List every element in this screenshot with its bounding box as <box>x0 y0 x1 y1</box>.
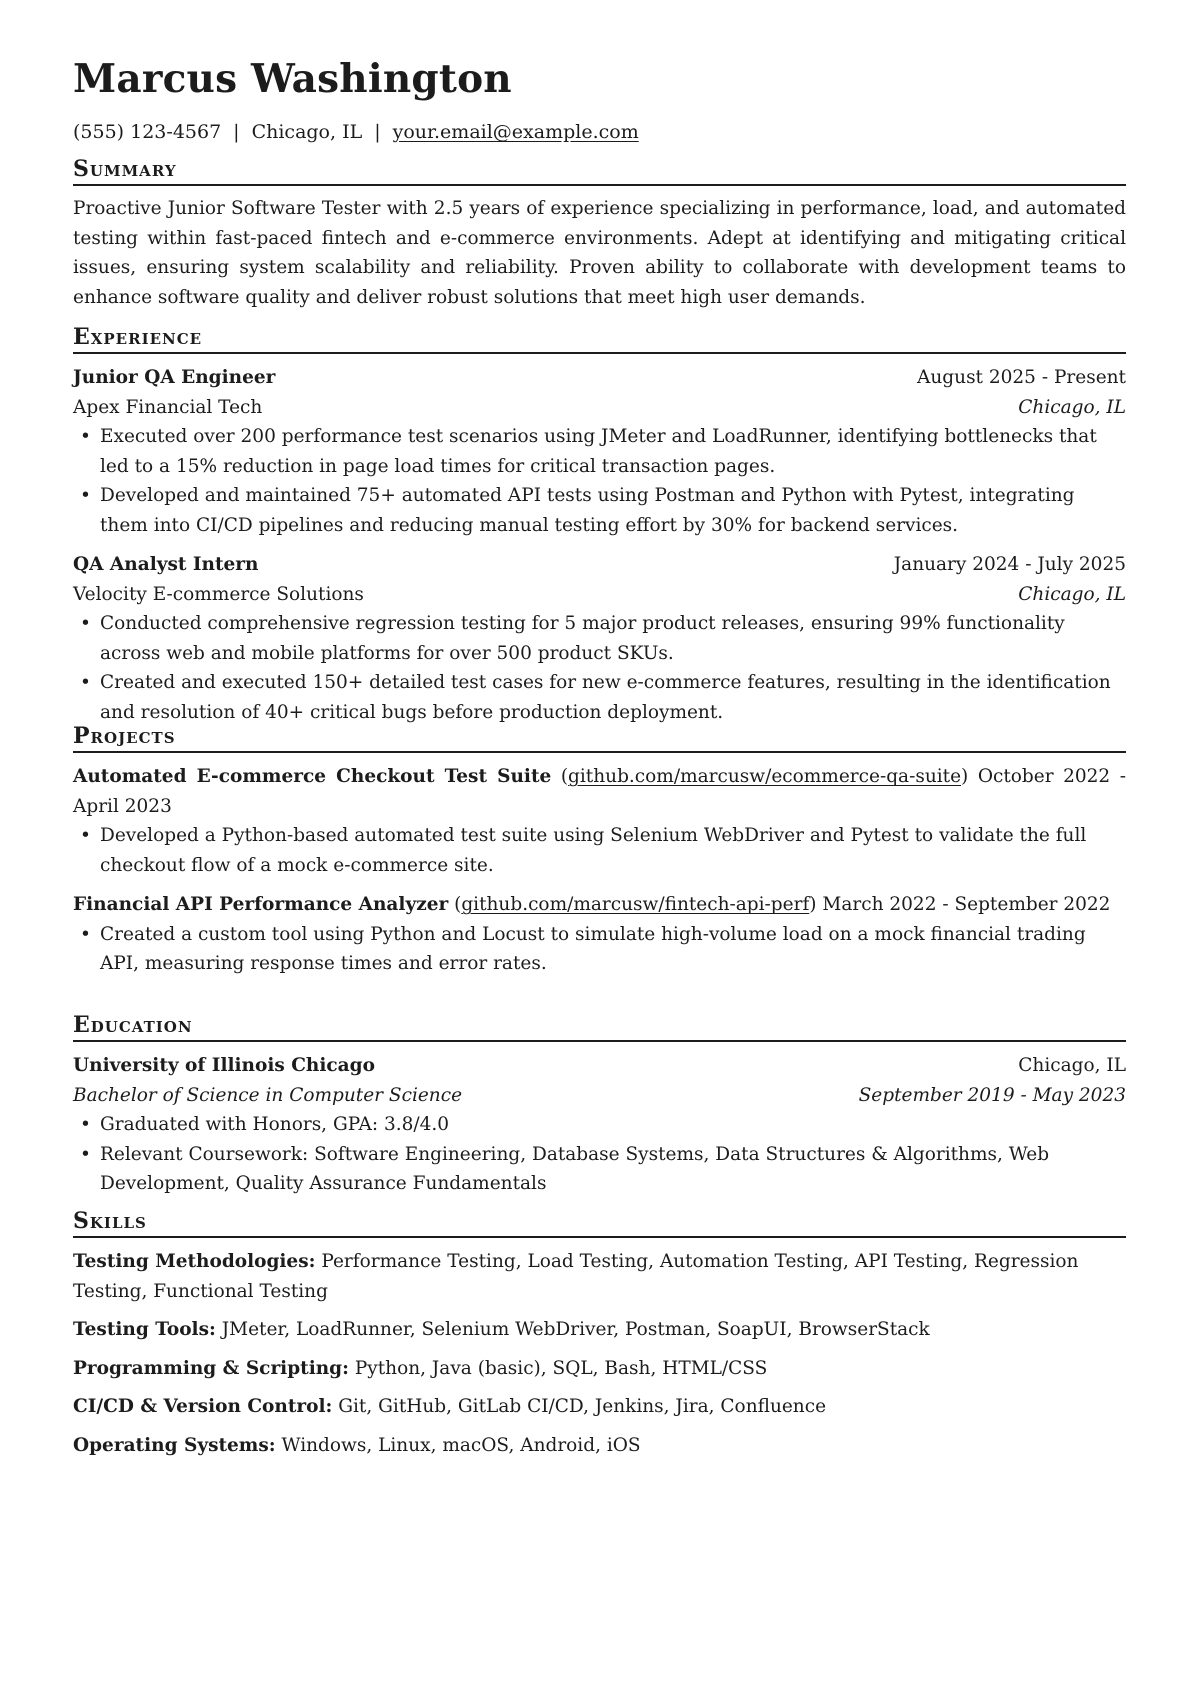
job-dates: January 2024 - July 2025 <box>893 554 1126 576</box>
project-link[interactable]: github.com/marcusw/ecommerce-qa-suite <box>568 766 962 788</box>
summary-section <box>73 156 1126 312</box>
education-dates: September 2019 - May 2023 <box>858 1084 1126 1106</box>
skill-value: Python, Java (basic), SQL, Bash, HTML/CSS <box>354 1357 768 1379</box>
school-name: University of Illinois Chicago <box>73 1055 375 1077</box>
experience-section <box>73 324 1126 727</box>
project-dates: October 2022 - April 2023 <box>73 766 1126 817</box>
section-heading: Projects <box>73 723 1126 753</box>
candidate-name: Marcus Washington <box>73 56 512 102</box>
project-entry: Financial API Performance Analyzer (github.com/marcusw/fintech-api-perf) March 2022 - September 2022 • Created a custom tool using Python and Locust to simulate high-volume load on a mock financial trading API, measuring response times and error rates. <box>73 890 1126 979</box>
job-entry <box>73 550 1126 727</box>
bullet-item: • Created a custom tool using Python and Locust to simulate high-volume load on a mock financial trading API, measuring response times and error rates. <box>100 920 1126 979</box>
skill-row <box>73 1247 1126 1306</box>
email-link[interactable]: your.email@example.com <box>392 121 639 143</box>
bullet-item: • Relevant Coursework: Software Engineering, Database Systems, Data Structures & Algorithms, Web Development, Quality Assurance Fundamentals <box>100 1140 1126 1199</box>
bullet-item: • Developed a Python-based automated test suite using Selenium WebDriver and Pytest to validate the full checkout flow of a mock e-commerce site. <box>100 821 1126 880</box>
project-bullets <box>73 920 1126 979</box>
education-bullets <box>73 1110 1126 1199</box>
skills-section <box>73 1208 1126 1460</box>
skill-label: Testing Tools: <box>73 1319 216 1341</box>
bullet-item: • Executed over 200 performance test scenarios using JMeter and LoadRunner, identifying bottlenecks that led to a 15% reduction in page load times for critical transaction pages. <box>100 422 1126 481</box>
contact-location: Chicago, IL <box>251 121 363 143</box>
job-location: Chicago, IL <box>1018 396 1126 418</box>
bullet-item: • Developed and maintained 75+ automated API tests using Postman and Python with Pytest, integrating them into CI/CD pipelines and reducing manual testing effort by 30% for backend services. <box>100 481 1126 540</box>
project-title: Automated E-commerce Checkout Test Suite <box>73 766 552 788</box>
education-section <box>73 1012 1126 1199</box>
school-location: Chicago, IL <box>1018 1055 1126 1077</box>
bullet-item: • Graduated with Honors, GPA: 3.8/4.0 <box>100 1110 1126 1140</box>
skill-label: Operating Systems: <box>73 1434 276 1456</box>
job-location: Chicago, IL <box>1018 583 1126 605</box>
skill-value: Windows, Linux, macOS, Android, iOS <box>281 1434 641 1456</box>
skill-label: Programming & Scripting: <box>73 1357 349 1379</box>
contact-separator: | <box>233 121 240 143</box>
skill-row <box>73 1392 1126 1422</box>
skill-value: JMeter, LoadRunner, Selenium WebDriver, Postman, SoapUI, BrowserStack <box>221 1319 930 1341</box>
project-dates: March 2022 - September 2022 <box>822 894 1111 916</box>
section-heading: Experience <box>73 324 1126 354</box>
company-name: Velocity E-commerce Solutions <box>73 583 364 605</box>
skill-row <box>73 1431 1126 1461</box>
contact-separator: | <box>374 121 381 143</box>
phone-number: (555) 123-4567 <box>73 121 222 143</box>
degree-name: Bachelor of Science in Computer Science <box>73 1084 463 1106</box>
skill-label: Testing Methodologies: <box>73 1251 316 1273</box>
skill-row <box>73 1354 1126 1384</box>
projects-section <box>73 723 1126 979</box>
company-name: Apex Financial Tech <box>73 396 263 418</box>
job-bullets <box>73 422 1126 540</box>
project-entry: Automated E-commerce Checkout Test Suite (github.com/marcusw/ecommerce-qa-suite) October 2022 - April 2023 • Developed a Python-based automated test suite using Selenium WebDriver and Pytest to validate the full checkout flow of a mock e-commerce site. <box>73 762 1126 880</box>
job-entry <box>73 363 1126 540</box>
education-entry <box>73 1051 1126 1199</box>
section-heading: Summary <box>73 156 1126 186</box>
summary-text: Proactive Junior Software Tester with 2.5 years of experience specializing in performance, load, and automated testing within fast-paced fintech and e-commerce environments. Adept at identifying and mitigating critical issues, ensuring system scalability and reliability. Proven ability to collaborate with development teams to enhance software quality and deliver robust solutions that meet high user demands. <box>73 198 1126 308</box>
section-heading: Education <box>73 1012 1126 1042</box>
job-bullets <box>73 609 1126 727</box>
job-dates: August 2025 - Present <box>917 367 1126 389</box>
section-heading: Skills <box>73 1208 1126 1238</box>
bullet-item: • Created and executed 150+ detailed test cases for new e-commerce features, resulting in the identification and resolution of 40+ critical bugs before production deployment. <box>100 668 1126 727</box>
job-title: QA Analyst Intern <box>73 554 259 576</box>
skill-value: Git, GitHub, GitLab CI/CD, Jenkins, Jira, Confluence <box>338 1396 827 1418</box>
contact-line <box>73 120 639 145</box>
skill-value: Performance Testing, Load Testing, Automation Testing, API Testing, Regression Testing, Functional Testing <box>73 1251 1079 1302</box>
skill-label: CI/CD & Version Control: <box>73 1396 333 1418</box>
bullet-item: • Conducted comprehensive regression testing for 5 major product releases, ensuring 99% functionality across web and mobile platforms for over 500 product SKUs. <box>100 609 1126 668</box>
project-link[interactable]: github.com/marcusw/fintech-api-perf <box>461 894 810 916</box>
skill-row <box>73 1315 1126 1345</box>
project-title: Financial API Performance Analyzer <box>73 894 449 916</box>
project-bullets <box>73 821 1126 880</box>
job-title: Junior QA Engineer <box>73 367 276 389</box>
